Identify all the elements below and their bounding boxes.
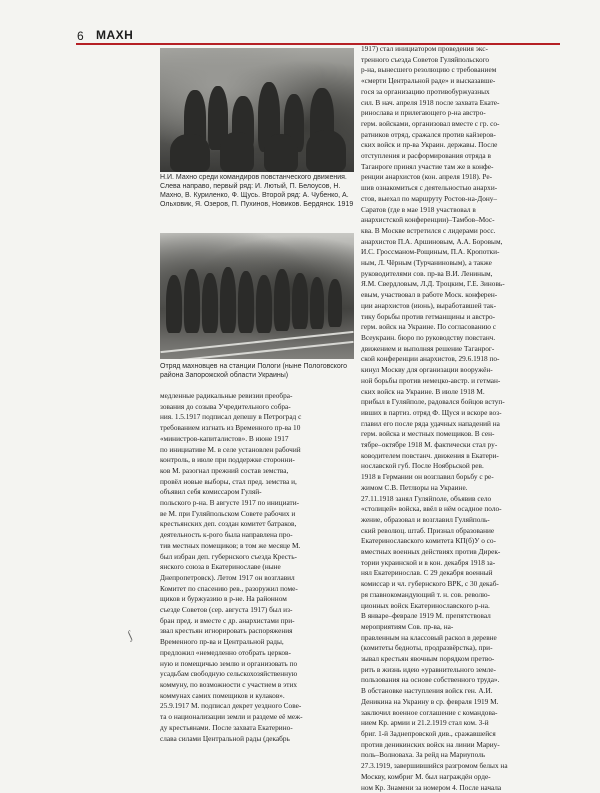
photo-makhno-commanders xyxy=(160,48,354,172)
text-column-right xyxy=(361,44,556,793)
running-title: МАХН xyxy=(96,28,134,42)
photo-caption-2: Отряд махновцев на станции Пологи (ныне Пологовского района Запорожской области Украины) xyxy=(160,363,348,379)
left-column-text: медленные радикальные ревизии преобра- зования до созыва Учредительного собра- ния. 1.5.1917 подписал депешу в Петроград с требованием изгнать из Временного пр-ва 10 «министров-капиталистов». В июне 1917 по инициативе М. в селе установлен рабочий контроль, в июле при поддержке сторонни- ков М. разогнал прежний состав земства, провёл новые выборы, стал пред. земства и, объявил себя комиссаром Гуляй- польского р-на. В августе 1917 по инициати- ве М. при Гуляйпольском Совете рабочих и крестьянских деп. создан комитет батраков, деятельность к-рого была направлена про- тив местных помещиков; в том же месяце М. был избран деп. губернского съезда Кресть- янского союза в Екатеринославе (ныне Днепропетровск). Летом 1917 он возглавил Комитет по спасению рев., разоружил поме- щиков и буржуазию в р-не. На районном съезде Советов (сер. августа 1917) был из- бран пред. и вместе с др. анархистами при- звал крестьян игнорировать распоряжения Временного пр-ва и Центральной рады, предложил «немедленно отобрать церков- ную и помещичью землю и организовать по усадьбам свободную сельскохозяйственную коммуну, по возможности с участием в этих коммунах самих помещиков и кулаков». 25.9.1917 М. подписал декрет уездного Сове- та о национализации земли и раздеме её меж- ду крестьянами. После захвата Екатерино- слава силами Центральной рады (декабрь xyxy=(160,391,303,743)
photo-caption-1: Н.И. Махно среди командиров повстанческого движения. Слева направо, первый ряд: И. Лютый, П. Белоусов, Н. Махно, В. Куриленко, Ф. Щусь. Второй ряд: А. Чубенко, А. Ольховик, Я. Озеров, П. Пухинов, Новиков. Бердянск. 1919 xyxy=(160,174,354,208)
margin-pencil-mark: ʃ xyxy=(125,627,135,643)
page-number: 6 xyxy=(77,29,84,43)
right-column-text: 1917) стал инициатором проведения экс- тренного съезда Советов Гуляйпольского р-на, вынесшего резолюцию с требованием «смерти Центральной раде» и высказавше- гося за организацию противобуржуазных сил. В нач. апреля 1918 после захвата Екате- ринослава и прилегающего р-на австро- герм. войсками, организовал вместе с гр. со- ратников отряд, сражался против кайзеров- ских войск и пр-ва Украин. державы. После отступления и расформирования отряда в Таганроге принял участие там же в конфе- ренции анархистов (кон. апреля 1918). Ре- шив ознакомиться с деятельностью анархи- стов, выехал по маршруту Ростов-на-Дону– Саратов (где в мае 1918 участвовал в анархистской конференции)–Тамбов–Мос- ква. В Москве встретился с лидерами росс. анархистов П.А. Аршиновым, А.А. Боровым, И.С. Гроссманом-Рощиным, П.А. Кропотки- ным, Л. Чёрным (Турчаниновым), а также руководителями сов. пр-ва В.И. Лениным, Я.М. Свердловым, Л.Д. Троцким, Г.Е. Зиновь- евым, участвовал в работе Моск. конферен- ции анархистов (июнь), выработавшей так- тику борьбы против гетманщины и австро- герм. войск на Украине. По согласованию с Всеукраин. бюро по руководству повстанч. движением и выполняя решение Таганрог- ской конференции анархистов, 29.6.1918 по- кинул Москву для организации вооружён- ной борьбы против немецко-австр. и гетман- ских войск на Украине. В июле 1918 М. прибыл в Гуляйполе, радовался бойцов вступ- ивших в партиз. отряд Ф. Щуся и вскоре воз- главил его после ряда удачных нападений на герм. войска и местных помещиков. В сен- тябре–октябре 1918 М. фактически стал ру- ководителем повстанч. движения в Екатери- нославской губ. После Ноябрьской рев. 1918 в Германии он возглавил борьбу с ре- жимом С.В. Петлюры на Украине. 27.11.1918 занял Гуляйполе, объявив село «столицей» войска, ввёл в нём осадное поло- жение, образовал и возглавил Гуляйполь- ский революц. штаб. Признал образование Екатеринославского комитета КП(б)У о со- вместных военных действиях против Дирек- тории украинской и в кон. декабря 1918 за- нял Екатеринослав. С 29 декабря военный комиссар и чл. губернского ВРК, с 30 декаб- ря главнокомандующий т. н. сов. револю- ционных войск Екатеринославского р-на. В январе–феврале 1919 М. препятствовал мероприятиям Сов. пр-ва, на- правленным на классовый раскол в деревне (комитеты бедноты, продразвёрстка), при- зывал крестьян явочным порядком претво- рить в жизнь идею «уравнительного земле- пользования на основе собственного труда». В обстановке наступления войск ген. А.И. Деникина на Украину в ср. февраля 1919 М. заключил военное соглашение с командова- нием Кр. армии и 21.2.1919 стал ком. 3-й бриг. 1-й Заднепровской див., сражавшейся против деникинских войск на линии Мариу- поль–Волноваха. За рейд на Мариуполь 27.3.1919, завершившийся разгромом белых на Москву, комбриг М. был награждён орде- ном Кр. Знамени за номером 4. После начала xyxy=(361,44,508,792)
text-column-left xyxy=(160,391,354,744)
photo-makhnovists-at-pologi xyxy=(160,233,354,359)
